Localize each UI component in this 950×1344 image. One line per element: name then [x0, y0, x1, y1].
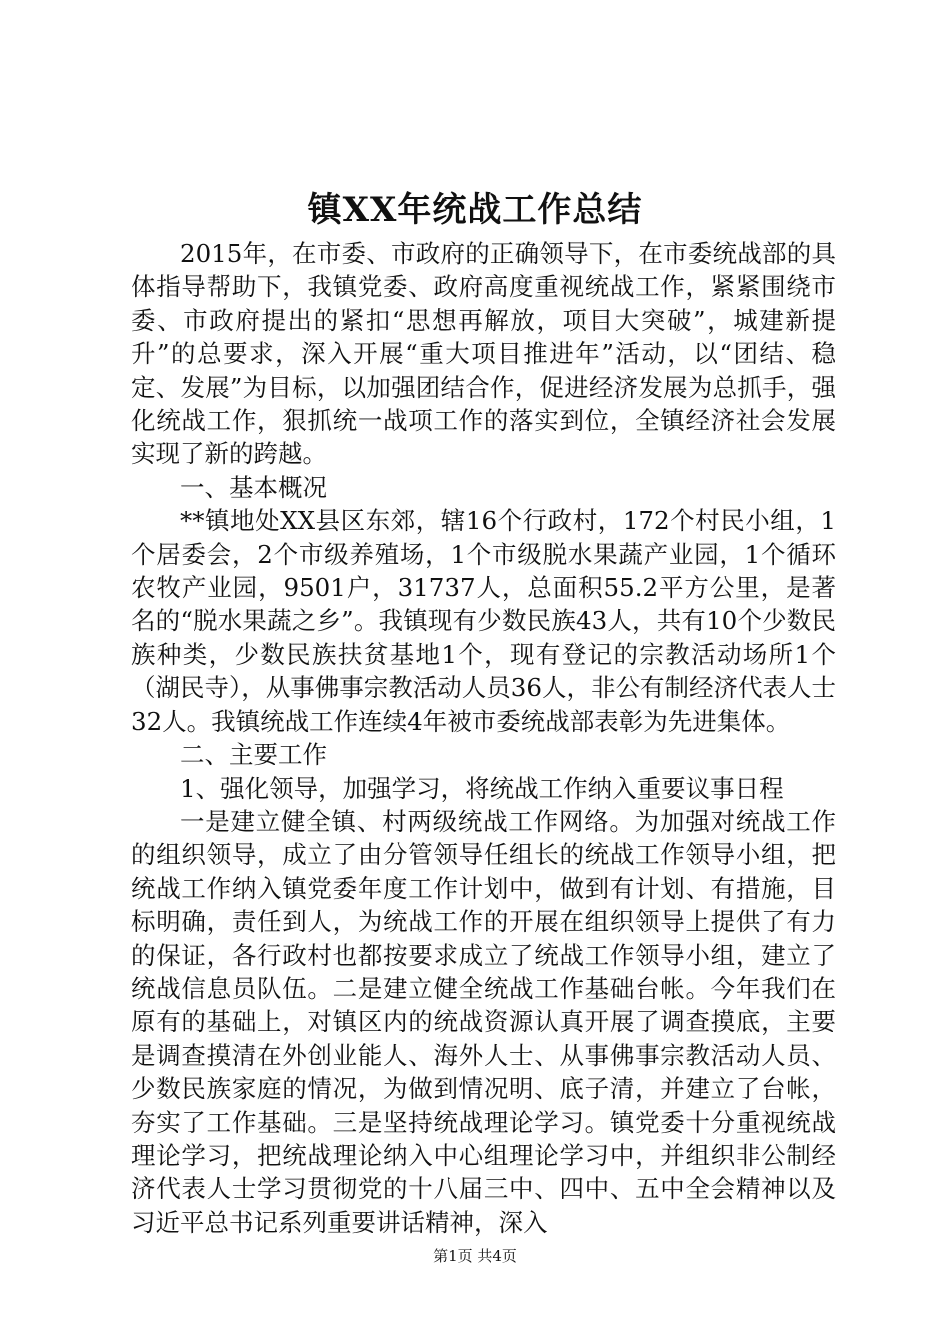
section-heading-main-work: 二、主要工作 — [180, 740, 327, 770]
leadership-paragraph: 一是建立健全镇、村两级统战工作网络。为加强对统战工作的组织领导，成立了由分管领导任组长的统战工作领导小组，把统战工作纳入镇党委年度工作计划中，做到有计划、有措施，目标明确，责任到人，为统战工作的开展在组织领导上提供了有力的保证，各行政村也都按要求成立了统战工作领导小组，建立了统战信息员队伍。二是建立健全统战工作基础台帐。今年我们在原有的基础上，对镇区内的统战资源认真开展了调查摸底，主要是调查摸清在外创业能人、海外人士、从事佛事宗教活动人员、少数民族家庭的情况，为做到情况明、底子清，并建立了台帐，夯实了工作基础。三是坚持统战理论学习。镇党委十分重视统战理论学习，把统战理论纳入中心组理论学习中，并组织非公制经济代表人士学习贯彻党的十八届三中、四中、五中全会精神以及习近平总书记系列重要讲话精神，深入 — [131, 806, 836, 1237]
intro-paragraph: 2015年，在市委、市政府的正确领导下，在市委统战部的具体指导帮助下，我镇党委、政府高度重视统战工作，紧紧围绕市委、市政府提出的紧扣“思想再解放，项目大突破”，城建新提升”的总要求，深入开展“重大项目推进年”活动，以“团结、稳定、发展”为目标，以加强团结合作，促进经济发展为总抓手，强化统战工作，狠抓统一战项工作的落实到位，全镇经济社会发展实现了新的跨越。 — [131, 239, 836, 469]
page-title: 镇XX年统战工作总结 — [307, 190, 643, 230]
subsection-heading-leadership: 1、强化领导，加强学习，将统战工作纳入重要议事日程 — [180, 773, 784, 803]
section-heading-basic-overview: 一、基本概况 — [180, 472, 327, 502]
basic-overview-paragraph: **镇地处XX县区东郊，辖16个行政村，172个村民小组，1个居委会，2个市级养殖场，1个市级脱水果蔬产业园，1个循环农牧产业园，9501户，31737人，总面积55.2平方公里，是著名的“脱水果蔬之乡”。我镇现有少数民族43人，共有10个少数民族种类，少数民族扶贫基地1个，现有登记的宗教活动场所1个（湖民寺），从事佛事宗教活动人员36人，非公有制经济代表人士32人。我镇统战工作连续4年被市委统战部表彰为先进集体。 — [131, 506, 836, 736]
page-number-footer: 第1页 共4页 — [433, 1247, 517, 1265]
document-body — [131, 237, 836, 1239]
